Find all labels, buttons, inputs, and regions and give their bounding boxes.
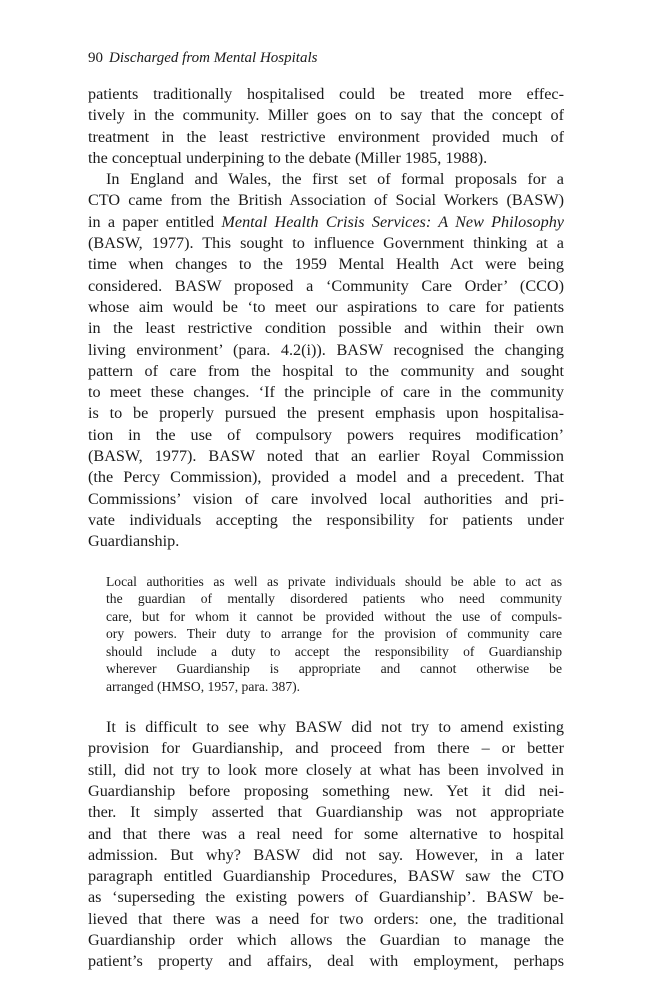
text-line: time when changes to the 1959 Mental Health Act were being bbox=[88, 255, 564, 274]
quote-line: care, but for whom it cannot be provided without the use of compuls- bbox=[106, 608, 562, 624]
text-line: tively in the community. Miller goes on to say that the concept of bbox=[88, 106, 564, 125]
text-line: (BASW, 1977). BASW noted that an earlier Royal Commission bbox=[88, 447, 564, 466]
text-line: patient’s property and affairs, deal with employment, perhaps bbox=[88, 952, 564, 971]
paragraph-3 bbox=[88, 717, 564, 973]
paragraph-2 bbox=[88, 169, 564, 552]
italic-publication-title: Mental Health Crisis Services: A New Philosophy bbox=[221, 212, 564, 231]
text-line: (BASW, 1977). This sought to influence Government thinking at a bbox=[88, 234, 564, 253]
text-line: whose aim would be ‘to meet our aspirations to care for patients bbox=[88, 297, 564, 316]
text-line: as ‘superseding the existing powers of Guardianship’. BASW be- bbox=[88, 888, 564, 907]
text-segment: in a paper entitled bbox=[88, 212, 222, 231]
text-line: Guardianship order which allows the Guardian to manage the bbox=[88, 931, 564, 949]
text-line: tion in the use of compulsory powers requires modification’ bbox=[88, 425, 564, 444]
text-line: CTO came from the British Association of Social Workers (BASW) bbox=[88, 191, 564, 210]
paragraph-1 bbox=[88, 84, 564, 169]
text-line: pattern of care from the hospital to the community and sought bbox=[88, 361, 564, 380]
page-number: 90 bbox=[88, 50, 103, 66]
quote-line: should include a duty to accept the responsibility of Guardianship bbox=[106, 643, 562, 659]
running-head bbox=[88, 48, 564, 68]
text-line: treatment in the least restrictive environment provided much of bbox=[88, 127, 564, 146]
text-line: living environment’ (para. 4.2(i)). BASW recognised the changing bbox=[88, 340, 564, 359]
text-line-with-italic-title bbox=[88, 212, 564, 233]
text-line: still, did not try to look more closely at what has been involved in bbox=[88, 760, 564, 779]
text-line: ther. It simply asserted that Guardianship was not appropriate bbox=[88, 803, 564, 822]
text-line: considered. BASW proposed a ‘Community Care Order’ (CCO) bbox=[88, 276, 564, 295]
text-line: provision for Guardianship, and proceed from there – or better bbox=[88, 739, 564, 758]
text-line: patients traditionally hospitalised could be treated more effec- bbox=[88, 85, 564, 103]
book-page bbox=[88, 48, 564, 973]
block-quotation bbox=[106, 573, 562, 696]
text-line: Commissions’ vision of care involved local authorities and pri- bbox=[88, 489, 564, 508]
text-line: Guardianship. bbox=[88, 532, 180, 551]
text-line: paragraph entitled Guardianship Procedures, BASW saw the CTO bbox=[88, 867, 564, 886]
text-line: (the Percy Commission), provided a model and a precedent. That bbox=[88, 468, 564, 487]
quote-line: ory powers. Their duty to arrange for the provision of community care bbox=[106, 626, 562, 642]
quote-line: Local authorities as well as private individuals should be able to act as bbox=[106, 573, 562, 589]
text-line: It is difficult to see why BASW did not try to amend existing bbox=[106, 718, 564, 737]
text-line: the conceptual underpining to the debate (Miller 1985, 1988). bbox=[88, 148, 488, 167]
text-line: in the least restrictive condition possible and within their own bbox=[88, 319, 564, 338]
book-title: Discharged from Mental Hospitals bbox=[109, 50, 318, 66]
text-line: Guardianship before proposing something new. Yet it did nei- bbox=[88, 781, 564, 800]
text-line: to meet these changes. ‘If the principle of care in the community bbox=[88, 383, 564, 402]
text-line: and that there was a real need for some alternative to hospital bbox=[88, 824, 564, 843]
quote-line: the guardian of mentally disordered patients who need community bbox=[106, 591, 562, 607]
text-line: admission. But why? BASW did not say. However, in a later bbox=[88, 845, 564, 864]
text-line: lieved that there was a need for two orders: one, the traditional bbox=[88, 909, 564, 928]
text-line: is to be properly pursued the present emphasis upon hospitalisa- bbox=[88, 404, 564, 423]
quote-line: arranged (HMSO, 1957, para. 387). bbox=[106, 678, 301, 694]
text-line: In England and Wales, the first set of formal proposals for a bbox=[106, 170, 564, 189]
quote-line: wherever Guardianship is appropriate and cannot otherwise be bbox=[106, 661, 562, 677]
text-line: vate individuals accepting the responsibility for patients under bbox=[88, 510, 564, 529]
